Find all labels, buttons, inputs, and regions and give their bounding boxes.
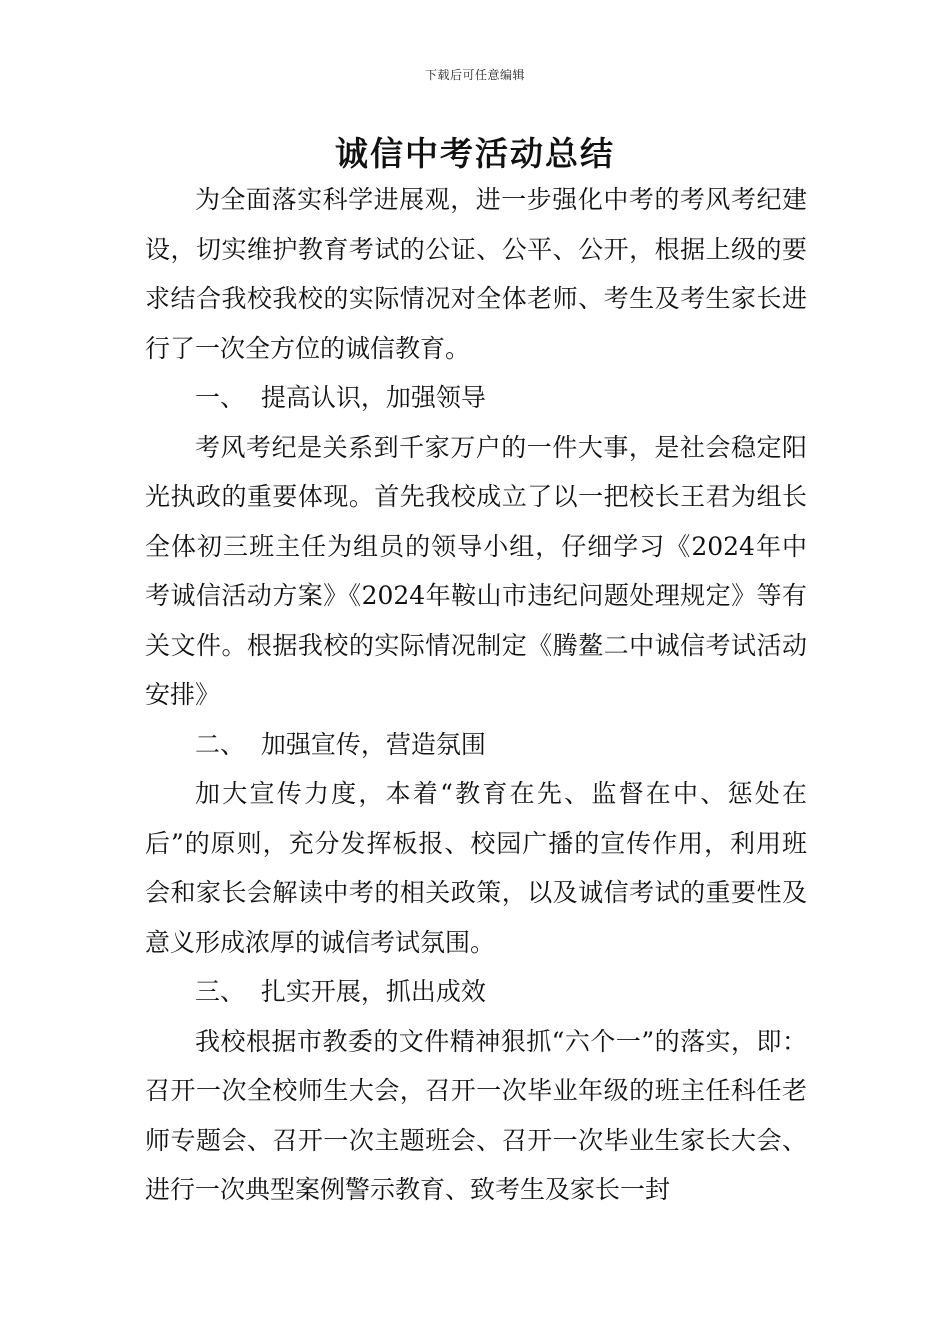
- section-heading-1: 一、 提高认识，加强领导: [195, 383, 486, 412]
- paragraph-section-1: 考风考纪是关系到千家万户的一件大事，是社会稳定阳光执政的重要体现。首先我校成立了以一把校长王君为组长全体初三班主任为组员的领导小组，仔细学习《2024年中考诚信活动方案》《2024年鞍山市违纪问题处理规定》等有关文件。根据我校的实际情况制定《腾鳌二中诚信考试活动安排》: [145, 432, 807, 709]
- document-body: [145, 175, 807, 1215]
- paragraph-section-3: 我校根据市教委的文件精神狠抓“六个一”的落实，即：召开一次全校师生大会，召开一次毕业年级的班主任科任老师专题会、召开一次主题班会、召开一次毕业生家长大会、进行一次典型案例警示教育、致考生及家长一封: [145, 1026, 807, 1204]
- paragraph-intro: 为全面落实科学进展观，进一步强化中考的考风考纪建设，切实维护教育考试的公证、公平、公开，根据上级的要求结合我校我校的实际情况对全体老师、考生及考生家长进行了一次全方位的诚信教育。: [145, 185, 807, 363]
- section-heading-3: 三、 扎实开展，抓出成效: [195, 977, 486, 1006]
- paragraph-section-2: 加大宣传力度，本着“教育在先、监督在中、惩处在后”的原则，充分发挥板报、校园广播的宣传作用，利用班会和家长会解读中考的相关政策，以及诚信考试的重要性及意义形成浓厚的诚信考试氛围。: [145, 779, 807, 957]
- header-note: 下载后可任意编辑: [424, 68, 525, 82]
- document-title: 诚信中考活动总结: [335, 134, 615, 173]
- section-heading-2: 二、 加强宣传，营造氛围: [195, 729, 486, 759]
